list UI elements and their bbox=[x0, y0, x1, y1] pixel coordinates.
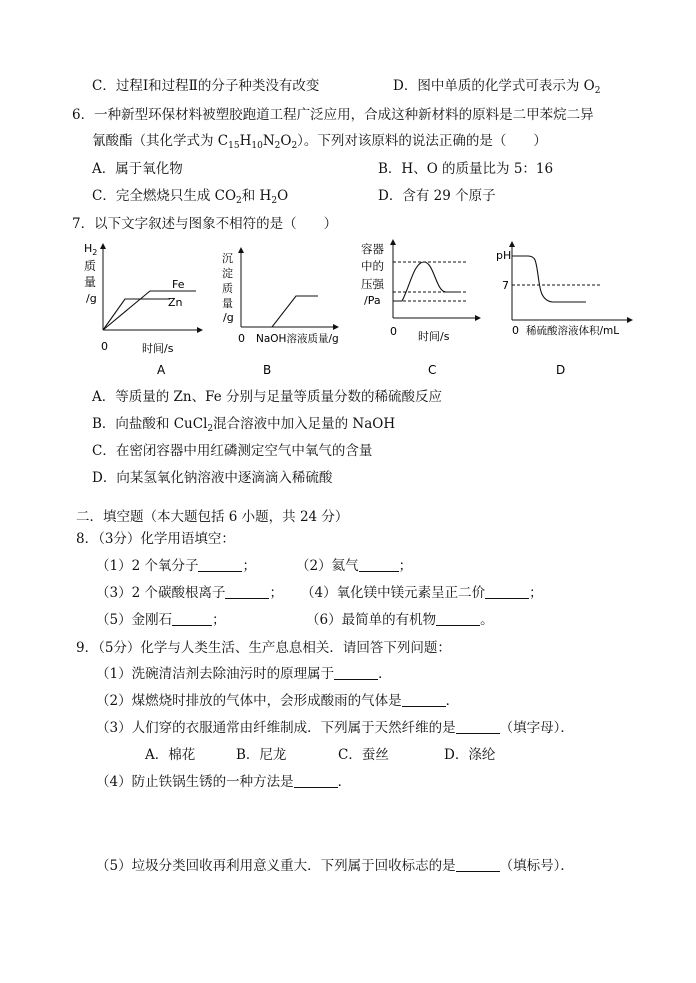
q8-item-5: （5）金刚石 ； bbox=[96, 612, 226, 628]
graph-a-zn-label: Zn bbox=[168, 296, 183, 309]
q8-item-4: （4）氧化镁中镁元素呈正二价 ； bbox=[301, 585, 543, 601]
graph-a-ylabel-4: /g bbox=[86, 292, 97, 305]
q9-blank-4[interactable] bbox=[294, 774, 338, 788]
q6-option-d: D．含有 29 个原子 bbox=[378, 188, 496, 204]
q8-blank-6[interactable] bbox=[436, 612, 480, 626]
q9-choice-a: A．棉花 bbox=[145, 747, 196, 763]
q9-blank-2[interactable] bbox=[402, 693, 446, 707]
q8-stem: 8．（3分）化学用语填空： bbox=[76, 531, 235, 547]
graph-d bbox=[496, 244, 630, 377]
q9-blank-1[interactable] bbox=[334, 666, 378, 680]
graph-a bbox=[84, 242, 200, 377]
graph-c-origin: 0 bbox=[390, 325, 397, 338]
q6-stem-line1: 6．一种新型环保材料被塑胶跑道工程广泛应用，合成这种新材料的原料是二甲苯烷二异 bbox=[72, 107, 594, 123]
q7-option-a: A．等质量的 Zn、Fe 分别与足量等质量分数的稀硫酸反应 bbox=[92, 389, 443, 405]
graph-c-ylabel-2: 中的 bbox=[361, 259, 384, 273]
q6-option-a: A．属于氧化物 bbox=[92, 161, 183, 177]
graph-c-curve bbox=[393, 262, 460, 301]
q5-option-c: C．过程Ⅰ和过程Ⅱ的分子种类没有改变 bbox=[92, 78, 320, 94]
graph-b bbox=[222, 250, 339, 377]
graph-c-ylabel-1: 容器 bbox=[361, 242, 384, 256]
q7-option-d: D．向某氢氧化钠溶液中逐滴滴入稀硫酸 bbox=[92, 470, 333, 486]
graph-a-ylabel-2: 质 bbox=[84, 259, 97, 273]
q8-item-6: （6）最简单的有机物 。 bbox=[306, 612, 494, 628]
graph-b-xlabel: NaOH溶液质量/g bbox=[256, 333, 339, 345]
q5-option-d: D．图中单质的化学式可表示为 $O_2$ bbox=[393, 78, 601, 96]
graph-b-line bbox=[241, 296, 318, 327]
q9-item-4: （4）防止铁锅生锈的一种方法是 ． bbox=[96, 774, 352, 790]
graph-c-ylabel-4: /Pa bbox=[364, 294, 381, 307]
graph-c-xlabel: 时间/s bbox=[418, 330, 450, 343]
q9-item-1: （1）洗碗清洁剂去除油污时的原理属于 ． bbox=[96, 666, 392, 682]
graph-a-ylabel-3: 量 bbox=[84, 275, 97, 289]
q7-option-c: C．在密闭容器中用红磷测定空气中氧气的含量 bbox=[92, 443, 373, 459]
graph-d-letter: D bbox=[556, 363, 566, 377]
graph-a-xlabel: 时间/s bbox=[142, 342, 174, 355]
graph-b-ylabel-2: 淀 bbox=[222, 267, 233, 280]
graph-b-ylabel-3: 质 bbox=[222, 282, 233, 295]
graph-b-letter: B bbox=[263, 363, 272, 377]
graph-c-ylabel-3: 压强 bbox=[361, 277, 384, 291]
graph-d-origin: 0 bbox=[512, 324, 519, 337]
q6-option-b: B．H、O 的质量比为 5：16 bbox=[378, 161, 554, 177]
graph-d-tick-7: 7 bbox=[502, 279, 509, 292]
q9-choice-d: D．涤纶 bbox=[444, 747, 496, 763]
q8-blank-2[interactable] bbox=[359, 558, 399, 572]
q7-stem: 7．以下文字叙述与图象不相符的是（ ） bbox=[72, 216, 338, 232]
graph-b-ylabel-5: /g bbox=[223, 311, 234, 324]
q9-item-3: （3）人们穿的衣服通常由纤维制成．下列属于天然纤维的是 （填字母）． bbox=[96, 720, 574, 736]
graph-b-ylabel-1: 沉 bbox=[222, 252, 233, 265]
q8-blank-4[interactable] bbox=[485, 585, 529, 599]
q6-stem-line2: 氰酸酯（其化学式为 $C_{15}H_{10}N_2O_2$）。下列对该原料的说法正确的是（ ） bbox=[92, 133, 547, 151]
q8-item-1: （1）2 个氧分子 ； bbox=[96, 558, 256, 574]
graph-d-ylabel: pH bbox=[496, 249, 512, 262]
graph-b-origin: 0 bbox=[238, 332, 245, 345]
graph-d-xlabel: 稀硫酸溶液体积/mL bbox=[526, 325, 620, 337]
q9-item-2: （2）煤燃烧时排放的气体中，会形成酸雨的气体是 ． bbox=[96, 693, 460, 709]
graph-c bbox=[361, 242, 478, 377]
graph-a-origin: 0 bbox=[101, 340, 108, 353]
graph-a-zn-line bbox=[103, 299, 170, 330]
q9-item-5: （5）垃圾分类回收再利用意义重大．下列属于回收标志的是 （填标号）． bbox=[96, 858, 574, 874]
graph-d-curve bbox=[512, 256, 586, 302]
q8-blank-5[interactable] bbox=[172, 612, 212, 626]
q9-blank-5[interactable] bbox=[456, 858, 500, 872]
q9-choice-b: B．尼龙 bbox=[236, 747, 287, 763]
q9-choice-c: C．蚕丝 bbox=[338, 747, 389, 763]
graph-a-fe-label: Fe bbox=[172, 278, 185, 291]
q8-item-3: （3）2 个碳酸根离子 ； bbox=[96, 585, 283, 601]
graph-c-letter: C bbox=[428, 363, 437, 377]
q6-option-c: C．完全燃烧只生成 $CO_2$和 $H_2O$ bbox=[92, 188, 289, 206]
q9-stem: 9．（5分）化学与人类生活、生产息息相关．请回答下列问题： bbox=[76, 640, 451, 656]
q8-item-2: （2）氦气 ； bbox=[296, 558, 413, 574]
graph-a-letter: A bbox=[157, 363, 166, 377]
q8-blank-1[interactable] bbox=[198, 558, 242, 572]
q7-option-b: B．向盐酸和 CuCl$_2$混合溶液中加入足量的 NaOH bbox=[92, 416, 396, 434]
section2-title: 二．填空题（本大题包括 6 小题，共 24 分） bbox=[76, 509, 349, 525]
q9-blank-3[interactable] bbox=[456, 720, 500, 734]
q8-blank-3[interactable] bbox=[225, 585, 269, 599]
graph-a-ylabel-1: $H_2$ bbox=[84, 242, 98, 257]
graph-b-ylabel-4: 量 bbox=[222, 297, 233, 310]
q7-graphs bbox=[0, 0, 696, 390]
